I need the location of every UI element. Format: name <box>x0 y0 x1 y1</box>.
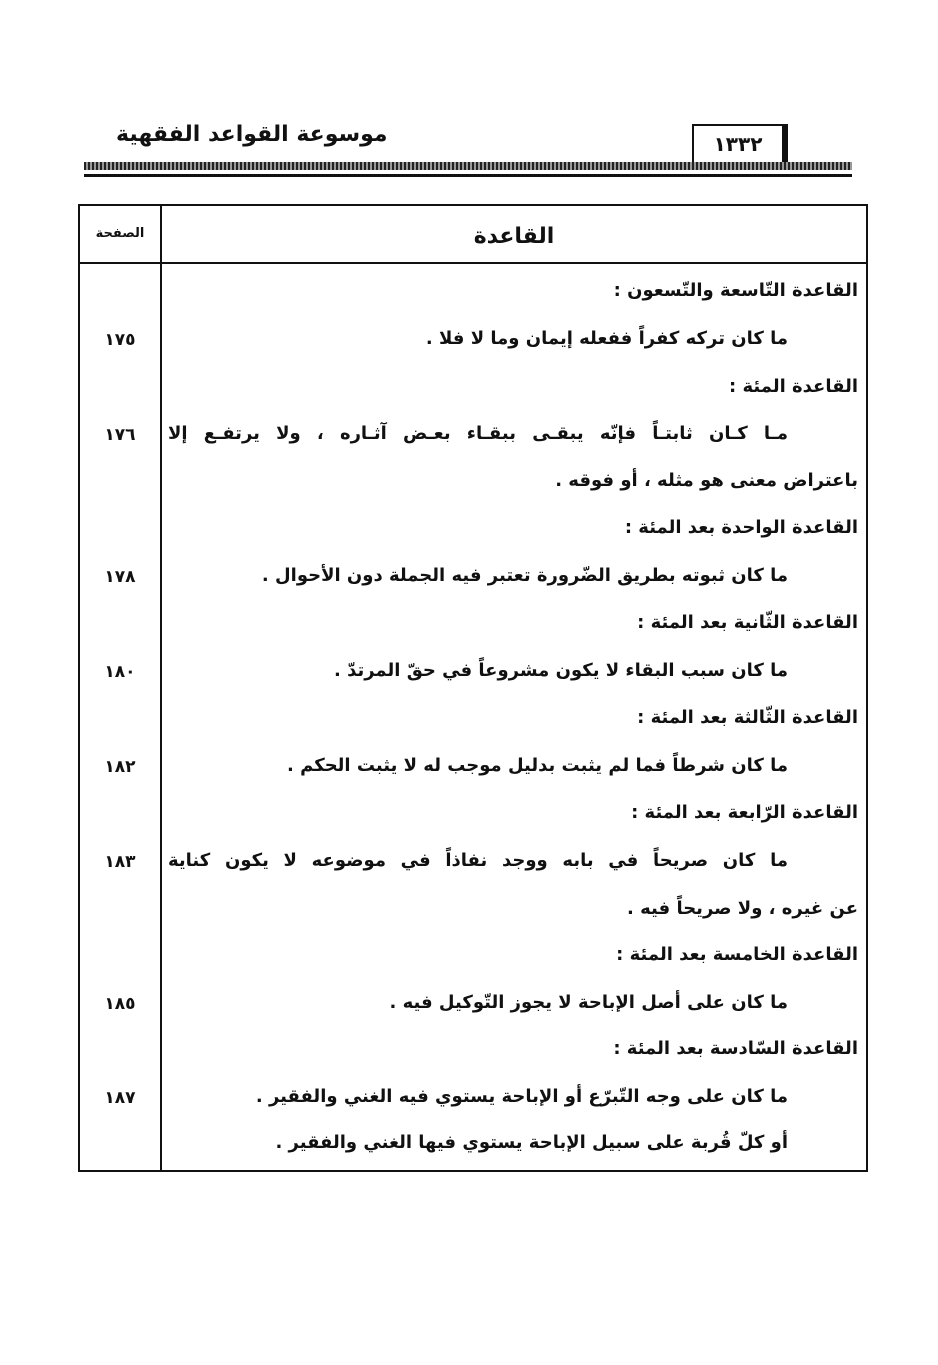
rule-heading: القاعدة الخامسة بعد المئة : <box>616 944 858 965</box>
rule-text: ما كان ثبوته بطريق الضّرورة تعتبر فيه الجملة دون الأحوال . <box>261 565 788 586</box>
header-rule <box>84 162 852 170</box>
header-divider <box>80 262 866 264</box>
page-number: ١٣٣٢ <box>692 124 788 164</box>
page-column-header: الصفحة <box>95 226 145 241</box>
page-ref: ١٨٠ <box>104 662 136 682</box>
rule-text: ما كان شرطاً فما لم يثبت بدليل موجب له لا يثبت الحكم . <box>287 755 788 776</box>
rule-heading: القاعدة الثّانية بعد المئة : <box>637 612 858 633</box>
rule-heading: القاعدة الرّابعة بعد المئة : <box>631 802 858 823</box>
rule-heading: القاعدة التّاسعة والتّسعون : <box>613 280 858 301</box>
rule-text: عن غيره ، ولا صريحاً فيه . <box>627 898 858 919</box>
rule-column-header: القاعدة <box>473 224 555 249</box>
rule-text: باعتراض معنى هو مثله ، أو فوقه . <box>555 470 858 491</box>
rule-heading: القاعدة المئة : <box>729 376 858 397</box>
column-divider <box>160 206 162 1170</box>
page-ref: ١٨٥ <box>104 994 136 1014</box>
rule-text: ما كان تركه كفراً ففعله إيمان وما لا فلا . <box>425 328 788 349</box>
rule-text: ما كان صريحاً في بابه ووجد نفاذاً في موضوعه لا يكون كناية <box>168 850 788 871</box>
rule-text: ما كان سبب البقاء لا يكون مشروعاً في حقّ المرتدّ . <box>333 660 788 681</box>
page-ref: ١٨٣ <box>104 852 136 872</box>
page-ref: ١٧٥ <box>104 330 136 350</box>
rule-text: أو كلّ قُربة على سبيل الإباحة يستوي فيها الغني والفقير . <box>275 1132 788 1153</box>
rule-heading: القاعدة الواحدة بعد المئة : <box>624 517 858 538</box>
rule-text: ما كان على أصل الإباحة لا يجوز التّوكيل فيه . <box>389 992 788 1013</box>
page-ref: ١٨٢ <box>104 757 136 777</box>
page-ref: ١٨٧ <box>104 1088 136 1108</box>
page-ref: ١٧٦ <box>104 425 136 445</box>
rule-text: مـا كـان ثابتـاً فإنّه يبقـى ببقـاء بعـض آثـاره ، ولا يرتفـع إلا <box>168 423 788 444</box>
rule-heading: القاعدة الثّالثة بعد المئة : <box>637 707 858 728</box>
page-ref: ١٧٨ <box>104 567 136 587</box>
page-header <box>80 118 854 188</box>
book-title: موسوعة القواعد الفقهية <box>116 122 388 147</box>
rule-heading: القاعدة السّادسة بعد المئة : <box>613 1038 858 1059</box>
rules-index-table <box>78 204 868 1172</box>
rule-text: ما كان على وجه التّبرّع أو الإباحة يستوي فيه الغني والفقير . <box>255 1086 788 1107</box>
header-rule-thin <box>84 174 852 177</box>
